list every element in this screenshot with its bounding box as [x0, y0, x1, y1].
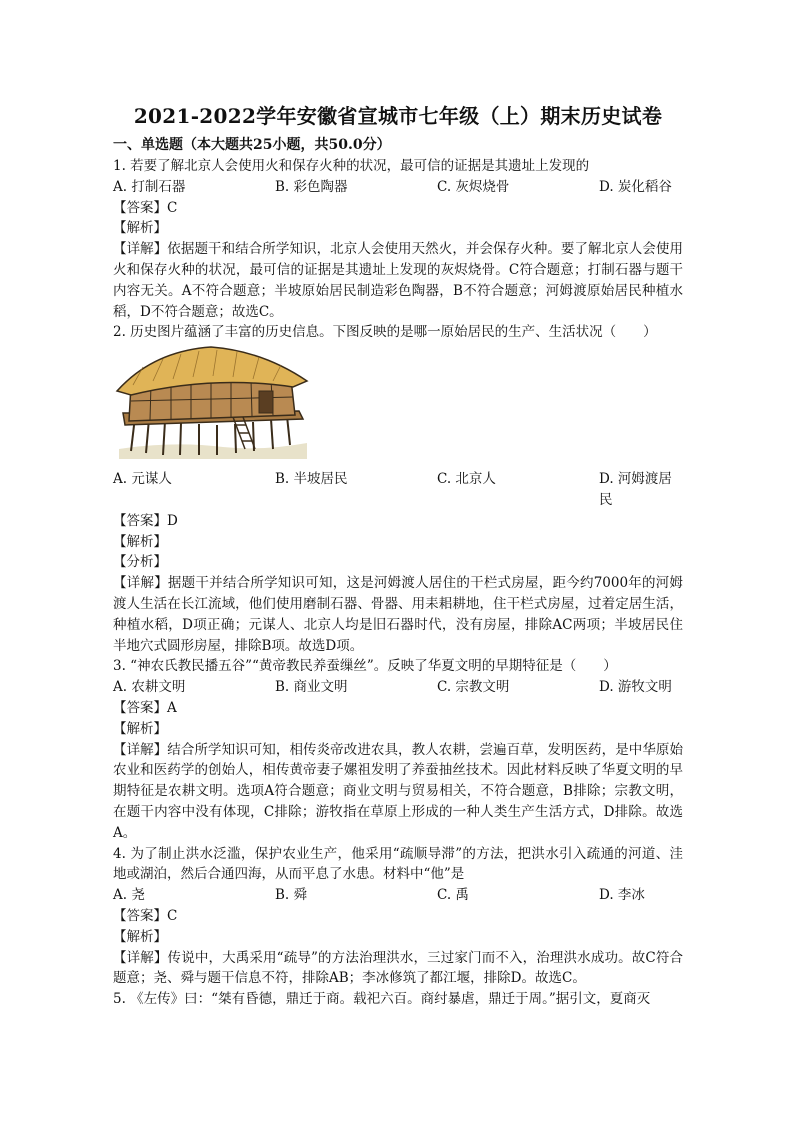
question-2-explanation: 【详解】据题干并结合所学知识可知，这是河姆渡人居住的干栏式房屋，距今约7000年的河姆渡人生活在长江流域，他们使用磨制石器、骨器、用耒耜耕地，住干栏式房屋，过着定居生活，种植水稻，D项正确；元谋人、北京人均是旧石器时代，没有房屋，排除AC两项；半坡居民住半地穴式圆形房屋，排除B项。故选D项。 — [113, 575, 683, 654]
option-c: C. 禹 — [437, 887, 469, 904]
option-b: B. 半坡居民 — [275, 471, 348, 488]
option-d: D. 游牧文明 — [599, 679, 672, 696]
exam-page — [113, 100, 683, 1010]
question-3-stem: 3. “神农氏教民播五谷”“黄帝教民养蚕缫丝”。反映了华夏文明的早期特征是（ ） — [113, 658, 617, 675]
option-c: C. 宗教文明 — [437, 679, 510, 696]
option-c: C. 北京人 — [437, 471, 496, 488]
option-c: C. 灰烬烧骨 — [437, 178, 510, 195]
option-b: B. 彩色陶器 — [275, 178, 348, 195]
option-d: D. 炭化稻谷 — [599, 178, 672, 195]
question-4-stem: 4. 为了制止洪水泛滥，保护农业生产，他采用“疏顺导滞”的方法，把洪水引入疏通的河道、洼地或湖泊，然后合通四海，从而平息了水患。材料中“他”是 — [113, 845, 683, 883]
question-1-options — [113, 177, 683, 198]
question-1-stem: 1. 若要了解北京人会使用火和保存火种的状况，最可信的证据是其遗址上发现的 — [113, 158, 590, 174]
option-d: D. 河姆渡居民 — [599, 471, 672, 508]
answer-label: 【答案】D — [113, 512, 178, 529]
option-d: D. 李冰 — [599, 887, 645, 904]
stilt-house-image — [113, 345, 311, 463]
option-a: A. 农耕文明 — [113, 679, 186, 696]
question-4-explanation: 【详解】传说中，大禹采用“疏导”的方法治理洪水，三过家门而不入，治理洪水成功。故C符合题意；尧、舜与题干信息不符，排除AB；李冰修筑了都江堰，排除D。故选C。 — [113, 949, 683, 987]
answer-label: 【答案】A — [113, 699, 177, 716]
analysis-label: 【解析】 — [113, 720, 167, 737]
analysis-label: 【解析】 — [113, 533, 167, 550]
analysis-label: 【解析】 — [113, 220, 167, 237]
answer-label: 【答案】C — [113, 907, 178, 924]
question-2-options — [113, 469, 683, 511]
question-1-explanation: 【详解】依据题干和结合所学知识，北京人会使用天然火，并会保存火种。要了解北京人会使用火和保存火种的状况，最可信的证据是其遗址上发现的灰烬烧骨。C符合题意；打制石器与题干内容无关。A不符合题意；半坡原始居民制造彩色陶器，B不符合题意；河姆渡原始居民种植水稻，D不符合题意；故选C。 — [113, 241, 683, 320]
option-b: B. 商业文明 — [275, 679, 348, 696]
exam-title: 2021-2022学年安徽省宣城市七年级（上）期末历史试卷 — [133, 104, 663, 128]
option-a: A. 元谋人 — [113, 471, 172, 488]
fenxi-label: 【分析】 — [113, 554, 167, 571]
answer-label: 【答案】C — [113, 199, 178, 216]
option-b: B. 舜 — [275, 887, 308, 904]
question-3-options — [113, 677, 683, 698]
question-5-stem: 5. 《左传》曰：“桀有昏德，鼎迁于商。载祀六百。商纣暴虐，鼎迁于周。”据引文，夏商灭 — [113, 991, 651, 1008]
section-heading: 一、单选题（本大题共25小题，共50.0分） — [113, 137, 391, 153]
question-3-explanation: 【详解】结合所学知识可知，相传炎帝改进农具，教人农耕，尝遍百草，发明医药，是中华原始农业和医药学的创始人，相传黄帝妻子嫘祖发明了养蚕抽丝技术。因此材料反映了华夏文明的早期特征是农耕文明。选项A符合题意；商业文明与贸易相关，不符合题意，B排除；宗教文明，在题干内容中没有体现，C排除；游牧指在草原上形成的一种人类生产生活方式，D排除。故选A。 — [113, 741, 683, 841]
question-4-options — [113, 885, 683, 906]
option-a: A. 尧 — [113, 887, 145, 904]
question-2-stem: 2. 历史图片蕴涵了丰富的历史信息。下图反映的是哪一原始居民的生产、生活状况（ ） — [113, 324, 657, 341]
option-a: A. 打制石器 — [113, 178, 186, 195]
analysis-label: 【解析】 — [113, 928, 167, 945]
